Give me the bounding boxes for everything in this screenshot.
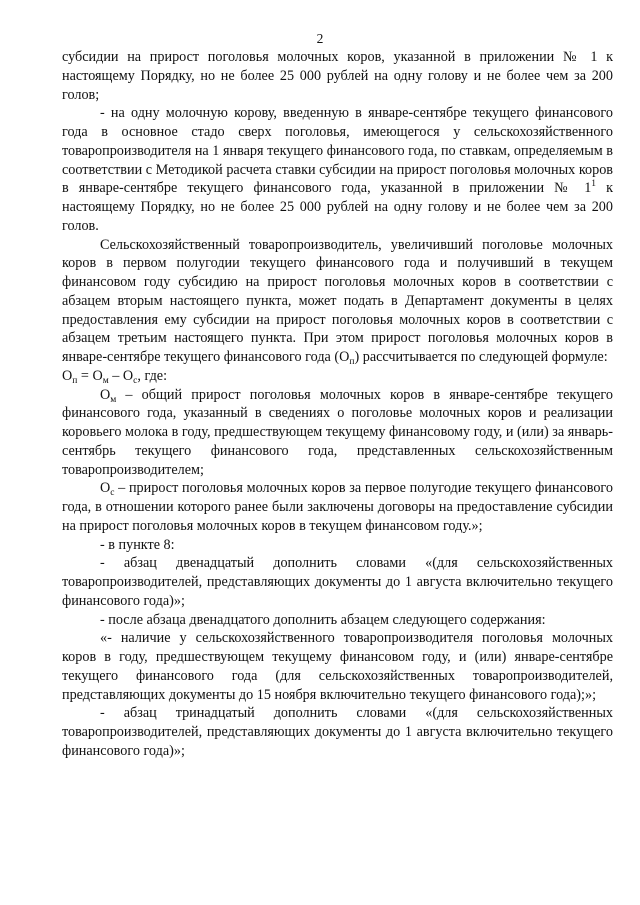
definition-om [62, 386, 613, 480]
paragraph-producer-increase [62, 236, 613, 367]
amendment-point-8: - в пункте 8: [100, 536, 175, 553]
paragraph-dairy-cow-rate [62, 104, 613, 235]
paragraph-text: ) рассчитывается по следующей формуле: [354, 349, 608, 365]
formula-subscript: с [133, 375, 138, 386]
formula-subscript: п [72, 375, 78, 386]
definition-text: – общий прирост поголовья молочных коров в январе-сентябре текущего финансового года, указанный в сведениях о поголовье молочных коров и реализации коровьего молока в году, предшествующем текущему финансовому году, и (или) за январь-сентябрь текущего финансового года, представленных сельскохозяйственным товаропроизводителем; [62, 386, 613, 478]
paragraph-subsidy-continuation: субсидии на прирост поголовья молочных коров, указанной в приложении № 1 к настоящему Порядку, но не более 25 000 рублей на одну голову и не более чем за 200 голов; [62, 49, 613, 103]
definition-subscript: м [110, 394, 117, 405]
subscript: п [349, 357, 355, 367]
superscript: 1 [591, 179, 597, 190]
formula-symbol: О [62, 367, 73, 384]
definition-symbol: О [100, 386, 111, 403]
formula-symbol: = О [77, 367, 103, 384]
definition-subscript: с [110, 488, 115, 499]
formula-tail: , где: [137, 367, 168, 384]
page-number: 2 [316, 31, 324, 46]
definition-symbol: О [100, 480, 111, 497]
amendment-paragraph-13: - абзац тринадцатый дополнить словами «(для сельскохозяйственных товаропроизводителей, представляющих документы до 1 августа включительно текущего финансового года)»; [62, 705, 613, 759]
amendment-new-paragraph: «- наличие у сельскохозяйственного товаропроизводителя поголовья молочных коров в году, предшествующем текущему финансовом году, и (или) январе-сентябре текущего финансового года (для сельскохозяйственных товаропроизводителей, представляющих документы до 15 ноября включительно текущего финансового года);»; [62, 630, 613, 703]
amendment-after-paragraph-12: - после абзаца двенадцатого дополнить абзацем следующего содержания: [100, 611, 546, 628]
formula-subscript: м [102, 375, 109, 386]
definition-text: – прирост поголовья молочных коров за первое полугодие текущего финансового года, в отношении которого ранее были заключены договоры на предоставление субсидии на прирост поголовья молочных коров в текущем финансовом году.»; [62, 480, 613, 534]
document-body [62, 48, 613, 761]
formula [62, 367, 613, 386]
formula-symbol: – О [108, 367, 134, 384]
paragraph-text: - на одну молочную корову, введенную в январе-сентябре текущего финансового года в основное стадо сверх поголовья, имеющегося у сельскохозяйственного товаропроизводителя на 1 января текущего финансового года, по ставкам, определяемым в соответствии с Методикой расчета ставки субсидии на прирост поголовья молочных коров в январе-сентябре текущего финансового года, указанной в приложении № 1 [62, 105, 613, 197]
amendment-paragraph-12: - абзац двенадцатый дополнить словами «(для сельскохозяйственных товаропроизводителей, представляющих документы до 1 августа включительно текущего финансового года)»; [62, 555, 613, 609]
paragraph-text: Сельскохозяйственный товаропроизводитель, увеличивший поголовье молочных коров в первом полугодии текущего финансового года и получивший в текущем финансовом году субсидию на прирост поголовья молочных коров в соответствии с абзацем вторым настоящего пункта, может подать в Департамент документы в целях предоставления ему субсидии на прирост поголовья молочных коров в соответствии с абзацем третьим настоящего пункта. При этом прирост поголовья молочных коров в январе-сентябре текущего финансового года (О [62, 236, 613, 365]
definition-oc [62, 479, 613, 535]
paragraph-text: к настоящему Порядку, но не более 25 000 рублей на одну голову и не более чем за 200 голов. [62, 180, 613, 234]
